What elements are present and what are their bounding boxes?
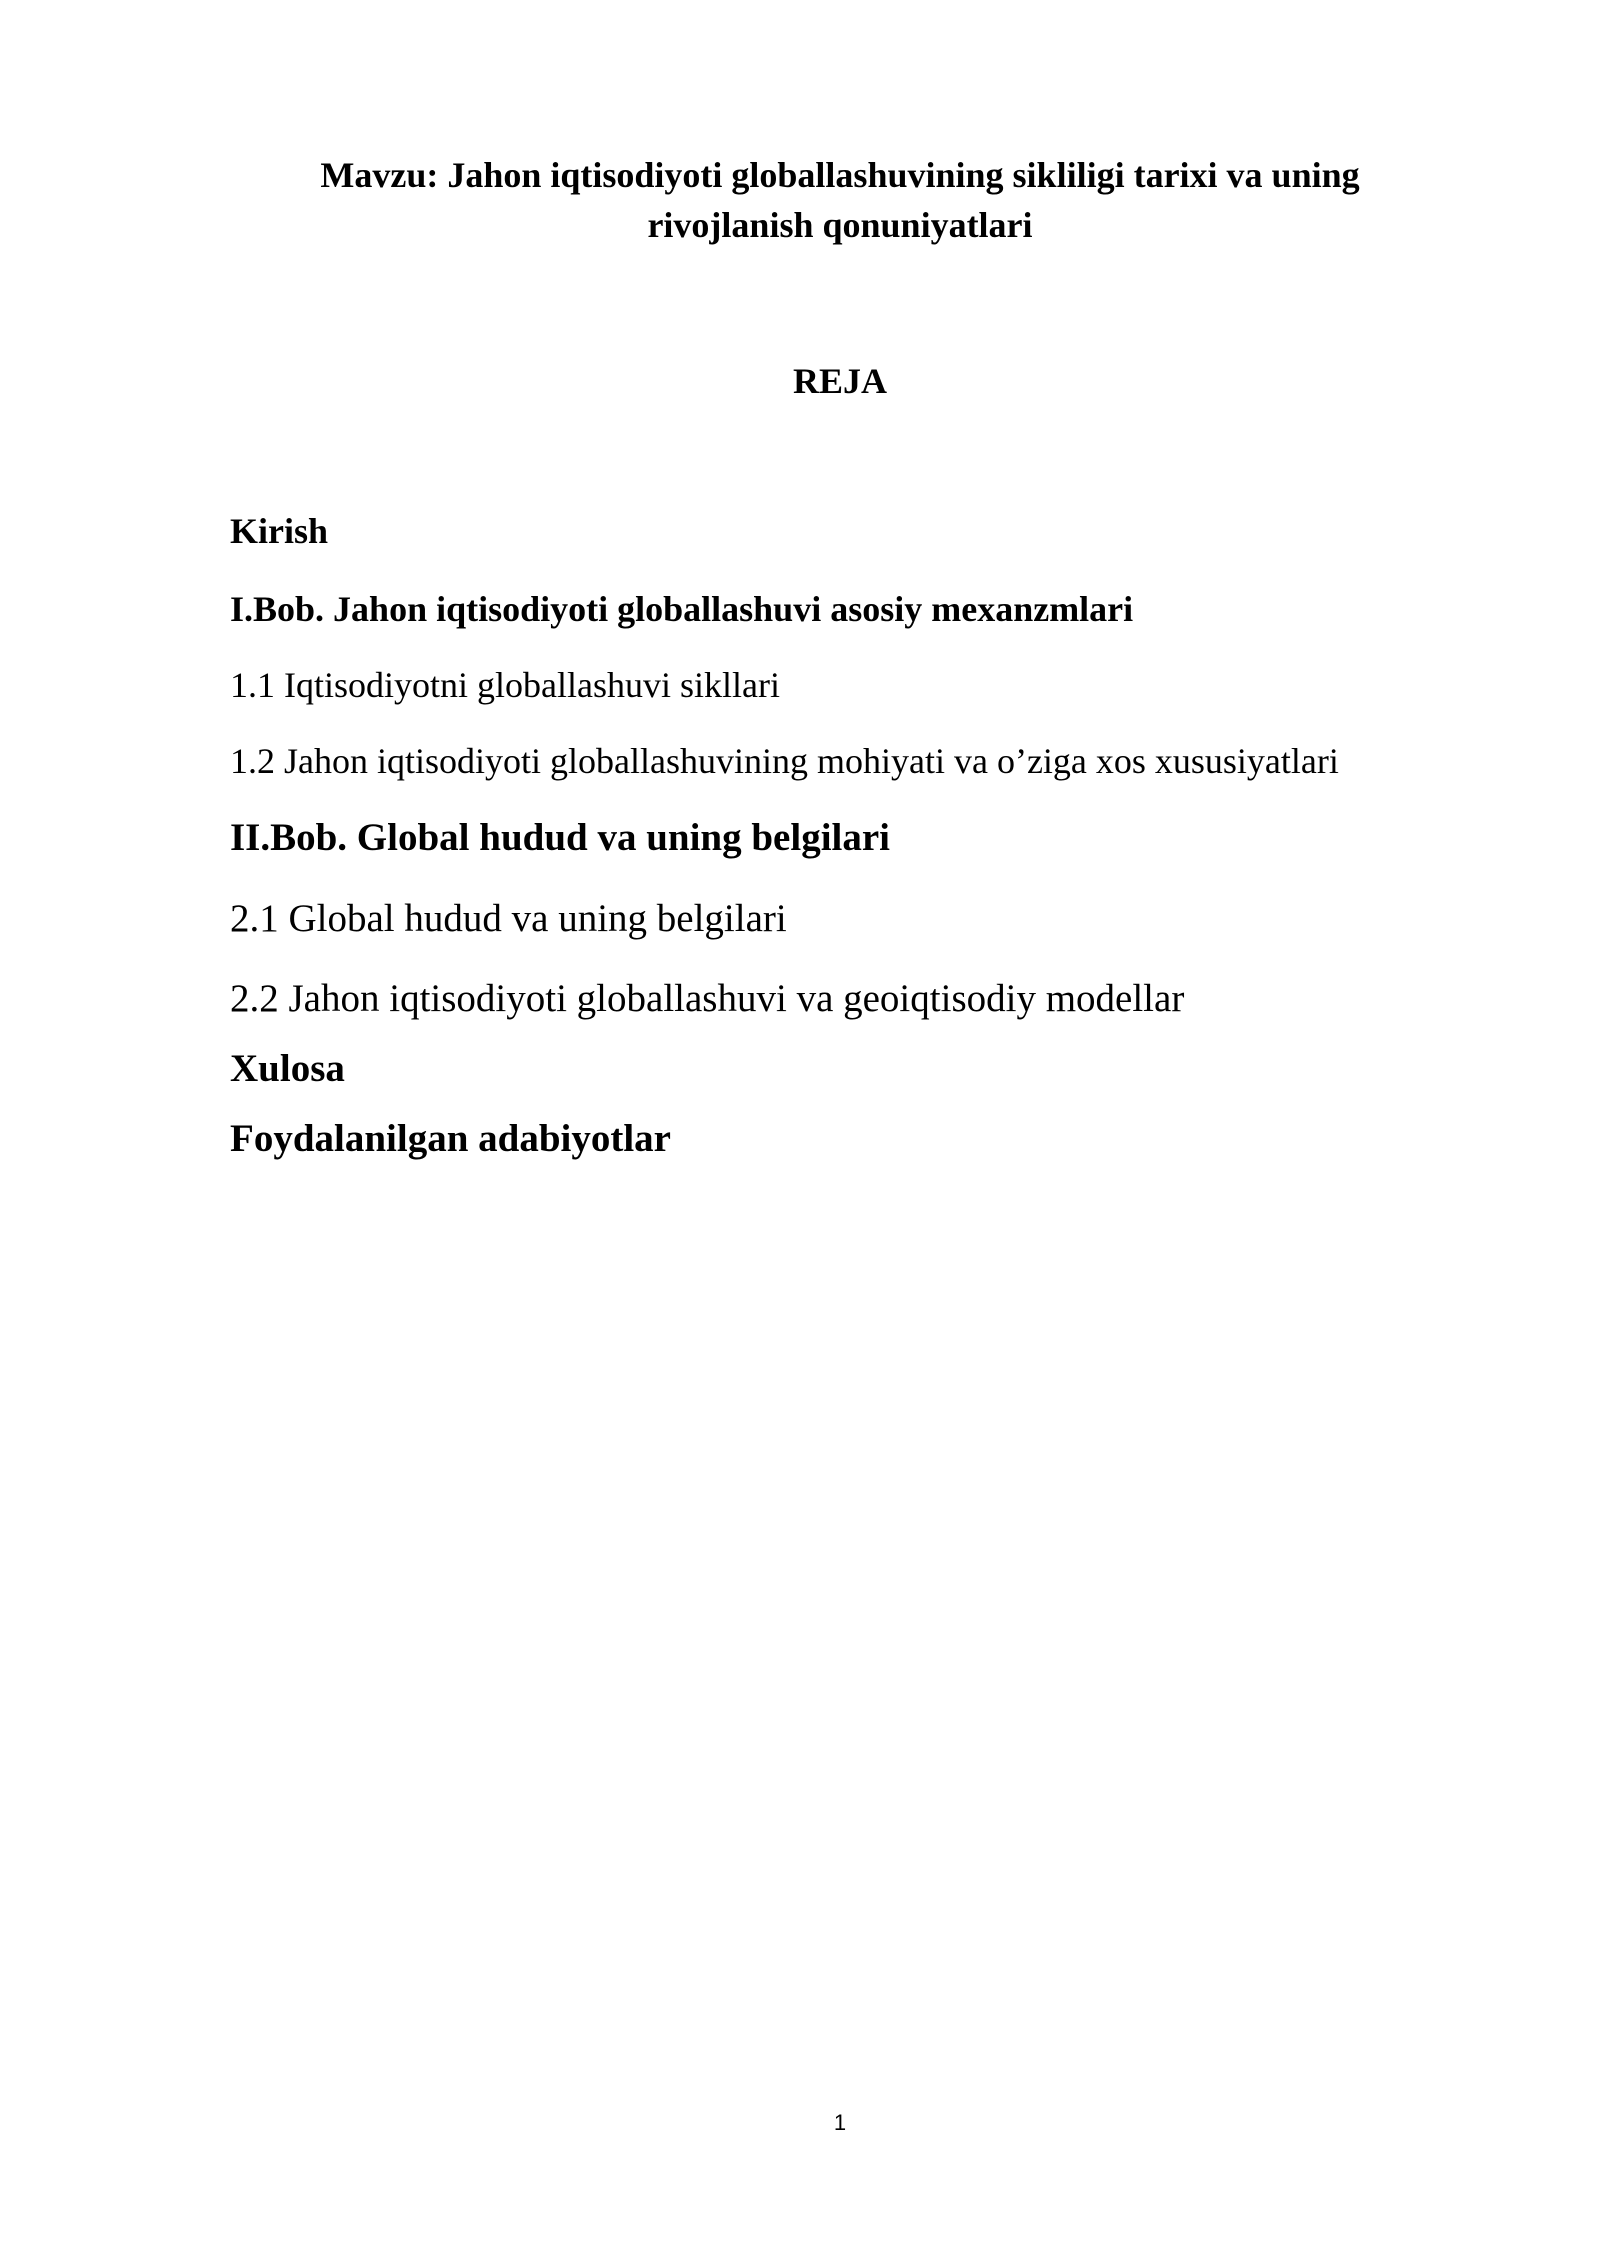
plan-item-chapter-1: I.Bob. Jahon iqtisodiyoti globallashuvi asosiy mexanzmlari bbox=[230, 589, 1134, 629]
plan-item-section-1-2: 1.2 Jahon iqtisodiyoti globallashuvining mohiyati va o’ziga xos xususiyatlari bbox=[230, 741, 1339, 781]
page-number: 1 bbox=[833, 2110, 847, 2135]
plan-heading: REJA bbox=[792, 361, 887, 401]
plan-item-conclusion: Xulosa bbox=[230, 1047, 345, 1090]
document-title bbox=[230, 150, 1450, 250]
plan-item-references: Foydalanilgan adabiyotlar bbox=[230, 1117, 671, 1160]
plan-item-chapter-2: II.Bob. Global hudud va uning belgilari bbox=[230, 816, 891, 859]
title-line-1: Mavzu: Jahon iqtisodiyoti globallashuvining sikliligi tarixi va uning bbox=[320, 155, 1360, 195]
plan-item-section-2-2: 2.2 Jahon iqtisodiyoti globallashuvi va geoiqtisodiy modellar bbox=[230, 977, 1185, 1020]
plan-item-section-1-1: 1.1 Iqtisodiyotni globallashuvi sikllari bbox=[230, 665, 780, 705]
plan-item-section-2-1: 2.1 Global hudud va uning belgilari bbox=[230, 897, 787, 940]
title-line-2: rivojlanish qonuniyatlari bbox=[647, 205, 1033, 245]
plan-item-introduction: Kirish bbox=[230, 511, 329, 551]
